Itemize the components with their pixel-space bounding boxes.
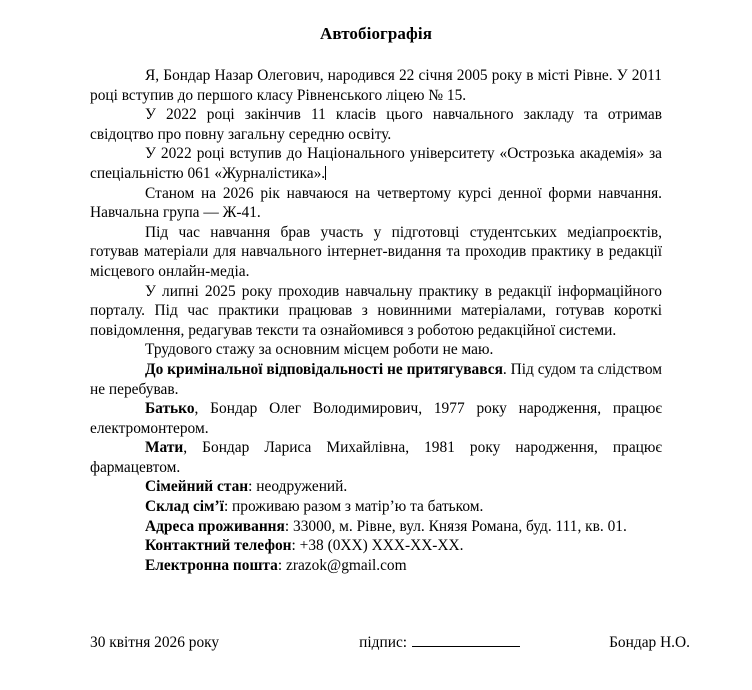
paragraph-current-study — [90, 184, 662, 223]
family-composition-label: Склад сім’ї — [145, 498, 224, 516]
email-label: Електронна пошта — [145, 556, 278, 574]
paragraph-activities — [90, 223, 662, 282]
paragraph-email — [90, 556, 662, 576]
signer-name: Бондар Н.О. — [609, 633, 690, 651]
email-value: : zrazok@gmail.com — [277, 556, 407, 574]
paragraph-current-study-text: Станом на 2026 рік навчаюся на четвертому курсі денної форми навчання. Навчальна група — Ж-41. — [90, 184, 662, 222]
father-details: , Бондар Олег Володимирович, 1977 року народження, працює електромонтером. — [90, 400, 662, 437]
phone-label: Контактний телефон — [145, 537, 292, 555]
paragraph-internship-text: У липні 2025 року проходив навчальну практику в редакції інформаційного порталу. Під час практики працював з новинними матеріалами, готував короткі повідомлення, редагував тексти та ознайомився з роботою редакційної системи. — [90, 282, 662, 339]
family-composition-value: : проживаю разом з матір’ю та батьком. — [223, 498, 484, 516]
paragraph-activities-text: Під час навчання брав участь у підготовці студентських медіапроєктів, готував матеріали для навчального інтернет-видання та проходив практику в редакції місцевого онлайн-медіа. — [90, 223, 662, 280]
paragraph-birth-text: Я, Бондар Назар Олегович, народився 22 січня 2005 року в місті Рівне. У 2011 році вступив до першого класу Рівненського ліцею № 15. — [90, 67, 662, 104]
paragraph-university — [90, 144, 662, 183]
paragraph-marital-status — [90, 477, 662, 497]
signature-block — [359, 632, 520, 652]
address-label: Адреса проживання — [145, 517, 285, 535]
text-cursor-caret — [325, 166, 326, 180]
paragraph-mother — [90, 438, 662, 477]
footer-date: 30 квітня 2026 року — [90, 633, 220, 651]
criminal-record-rest: . Під судом та слідством не перебував. — [90, 360, 662, 398]
father-label: Батько — [145, 400, 195, 418]
criminal-record-bold-statement: До кримінальної відповідальності не притягувався — [145, 360, 503, 378]
phone-value: : +38 (0ХХ) ХХХ-ХХ-ХХ. — [291, 537, 464, 555]
paragraph-phone — [90, 536, 662, 556]
paragraph-birth — [90, 66, 662, 105]
signature-line — [412, 632, 520, 647]
paragraph-school — [90, 105, 662, 144]
paragraph-work-record-text: Трудового стажу за основним місцем роботи не маю. — [145, 341, 494, 359]
paragraph-father — [90, 399, 662, 438]
marital-status-value: : неодружений. — [248, 478, 348, 496]
address-value: : 33000, м. Рівне, вул. Князя Романа, буд. 111, кв. 01. — [284, 517, 627, 535]
paragraph-criminal-record — [90, 360, 662, 399]
signature-label: підпис: — [359, 633, 408, 651]
mother-label: Мати — [145, 439, 184, 457]
document-footer — [90, 632, 690, 652]
paragraph-university-text: У 2022 році вступив до Національного університету «Острозька академія» за спеціальністю 061 «Журналістика». — [90, 145, 662, 182]
document-text-area[interactable] — [90, 24, 662, 575]
paragraph-school-text: У 2022 році закінчив 11 класів цього навчального закладу та отримав свідоцтво про повну загальну середню освіту. — [90, 106, 662, 143]
paragraph-family-composition — [90, 497, 662, 517]
marital-status-label: Сімейний стан — [145, 478, 249, 496]
paragraph-internship — [90, 282, 662, 341]
paragraph-work-record — [90, 340, 662, 360]
paragraph-address — [90, 517, 662, 537]
page-title: Автобіографія — [319, 24, 433, 43]
mother-details: , Бондар Лариса Михайлівна, 1981 року народження, працює фармацевтом. — [90, 439, 662, 476]
